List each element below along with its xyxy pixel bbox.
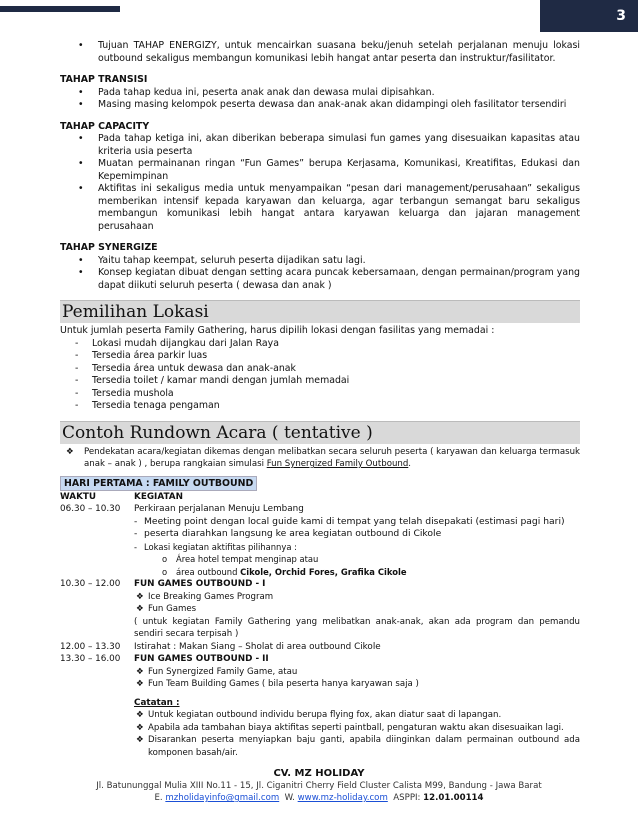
bullet-icon: •: [78, 158, 84, 169]
stage-title: TAHAP TRANSISI: [60, 74, 148, 85]
website-link[interactable]: www.mz-holiday.com: [297, 793, 388, 803]
list-item: ❖ Ice Breaking Games Program: [136, 591, 274, 602]
list-item: - Tersedia toilet / kamar mandi dengan jumlah memadai: [75, 375, 350, 386]
list-item: - Lokasi kegiatan aktifitas pilihannya :: [134, 541, 297, 552]
list-item: • Aktifitas ini sekaligus media untuk menyampaikan “pesan dari management/perusahaan” sekaligus memberikan intensif kepada karyawan dan keluarga, agar terbangun semangat baru sekaligus membangun komunikasi lebih hangat antara karyawan keluarga dan jajaran management perusahaan: [78, 183, 580, 232]
list-item: - Lokasi mudah dijangkau dari Jalan Raya: [75, 337, 279, 349]
stage-synergize: [60, 242, 580, 292]
dash-icon: -: [134, 515, 138, 527]
list-item: - Tersedia mushola: [75, 387, 174, 399]
notes-block: [60, 697, 580, 760]
diamond-bullet-icon: ❖: [136, 666, 144, 677]
bullet-icon: •: [78, 99, 84, 110]
list-item: • Konsep kegiatan dibuat dengan setting acara puncak kebersamaan, dengan permainan/program yang dapat diikuti seluruh peserta ( dewasa dan anak ): [78, 267, 580, 291]
diamond-bullet-icon: ❖: [136, 679, 144, 689]
email-link[interactable]: mzholidayinfo@gmail.com: [165, 793, 280, 803]
circle-bullet-icon: o: [162, 566, 168, 577]
contact-line: E. mzholidayinfo@gmail.com W. www.mz-holiday.com ASPPI: 12.01.00114: [154, 793, 484, 803]
col-header-activity: KEGIATAN: [134, 491, 183, 502]
notes-title: Catatan :: [134, 697, 180, 708]
dash-icon: -: [75, 387, 79, 399]
dash-icon: -: [75, 400, 79, 411]
activity-note: ( untuk kegiatan Family Gathering yang melibatkan anak-anak, akan ada program dan pemandu sendiri secara terpisah ): [134, 616, 580, 639]
list-item: • Yaitu tahap keempat, seluruh peserta dijadikan satu lagi.: [78, 254, 366, 266]
diamond-bullet-icon: ❖: [136, 591, 144, 602]
day-title-badge: HARI PERTAMA : FAMILY OUTBOUND: [60, 476, 257, 491]
list-item: ❖ Apabila ada tambahan biaya aktifitas seperti paintball, pengaturan waktu akan disesuaikan lagi.: [136, 722, 564, 733]
schedule-row: [60, 653, 580, 691]
dash-icon: -: [134, 528, 138, 539]
diamond-bullet-icon: ❖: [136, 735, 144, 745]
section-heading-location: Pemilihan Lokasi: [60, 300, 580, 323]
schedule-row: [60, 578, 580, 641]
time-cell: 10.30 – 12.00: [60, 579, 121, 589]
list-item: ❖ Disarankan peserta menyiapkan baju ganti, apabila diinginkan dalam permainan outbound ada komponen basah/air.: [136, 735, 580, 758]
list-item: - Tersedia área untuk dewasa dan anak-anak: [75, 362, 296, 374]
program-name-link-text: Fun Synergized Family Outbound: [266, 459, 409, 469]
list-item: - Meeting point dengan local guide kami di tempat yang telah disepakati (estimasi pagi hari): [134, 515, 565, 527]
list-item: ❖ Fun Synergized Family Game, atau: [136, 666, 298, 677]
activity-title: FUN GAMES OUTBOUND - II: [134, 654, 269, 664]
list-item: - Tersedia tenaga pengaman: [75, 400, 220, 411]
activity-title: FUN GAMES OUTBOUND - I: [134, 579, 266, 589]
diamond-bullet-icon: ❖: [136, 722, 144, 733]
location-intro: Untuk jumlah peserta Family Gathering, harus dipilih lokasi dengan fasilitas yang memadai :: [60, 325, 495, 336]
company-address: Jl. Batununggal Mulia XIII No.11 - 15, Jl. Ciganitri Cherry Field Cluster Calista M99, Bandung - Jawa Barat: [96, 781, 542, 791]
list-item: • Masing masing kelompok peserta dewasa dan anak-anak akan didampingi oleh fasilitator tersendiri: [78, 99, 567, 110]
list-item: - Tersedia área parkir luas: [75, 350, 208, 361]
activity-text: Perkiraan perjalanan Menuju Lembang: [134, 504, 304, 514]
list-item: • Pada tahap kedua ini, peserta anak anak dan dewasa mulai dipisahkan.: [78, 86, 435, 98]
stage-transisi: [60, 74, 580, 112]
list-item: ❖ Fun Games: [136, 604, 197, 614]
dash-icon: -: [75, 350, 79, 361]
stage-capacity: [60, 121, 580, 234]
diamond-bullet-icon: ❖: [136, 604, 144, 614]
section-heading-rundown: Contoh Rundown Acara ( tentative ): [60, 421, 580, 444]
dash-icon: -: [75, 337, 79, 349]
circle-bullet-icon: o: [162, 554, 168, 564]
company-name: CV. MZ HOLIDAY: [273, 768, 365, 779]
bullet-icon: •: [78, 183, 84, 194]
bullet-icon: •: [78, 40, 84, 51]
asppi-number: 12.01.00114: [423, 793, 484, 803]
bullet-icon: •: [78, 254, 84, 266]
list-item: • Pada tahap ketiga ini, akan diberikan beberapa simulasi fun games yang disesuaikan kapasitas atau kriteria usia peserta: [78, 133, 580, 157]
list-item: ❖ Fun Team Building Games ( bila peserta hanya karyawan saja ): [136, 679, 419, 689]
bullet-icon: •: [78, 86, 84, 98]
schedule-row: [60, 641, 580, 654]
list-item: - peserta diarahkan langsung ke area kegiatan outbound di Cikole: [134, 528, 442, 539]
activity-text: Istirahat : Makan Siang – Sholat di area outbound Cikole: [134, 641, 381, 652]
diamond-bullet-icon: ❖: [66, 446, 74, 457]
time-cell: 06.30 – 10.30: [60, 504, 121, 514]
time-cell: 13.30 – 16.00: [60, 654, 121, 664]
diamond-bullet-icon: ❖: [136, 710, 144, 720]
list-item: o área outbound Cikole, Orchid Fores, Grafika Cikole: [162, 566, 407, 577]
list-item: o Área hotel tempat menginap atau: [162, 554, 319, 564]
bullet-icon: •: [78, 267, 84, 278]
dash-icon: -: [75, 362, 79, 374]
time-cell: 12.00 – 13.30: [60, 641, 121, 652]
page-footer: [0, 768, 638, 804]
stage-title: TAHAP CAPACITY: [60, 120, 150, 132]
document-body: [60, 40, 580, 759]
dash-icon: -: [75, 375, 79, 386]
header-accent-bar: [0, 6, 120, 12]
rundown-intro: ❖ Pendekatan acara/kegiatan dikemas dengan melibatkan secara seluruh peserta ( karyawan dan keluarga termasuk anak – anak ) , berupa rangkaian simulasi Fun Synergized Family Outbound.: [66, 446, 580, 469]
list-item: ❖ Untuk kegiatan outbound individu berupa flying fox, akan diatur saat di lapangan.: [136, 710, 502, 720]
list-item: • Muatan permainanan ringan “Fun Games” berupa Kerjasama, Komunikasi, Kreatifitas, Edukasi dan Kepemimpinan: [78, 158, 580, 182]
dash-icon: -: [134, 541, 138, 552]
bullet-icon: •: [78, 133, 84, 144]
schedule-header: [60, 491, 580, 504]
list-item: • Tujuan TAHAP ENERGIZY, untuk mencairkan suasana beku/jenuh setelah perjalanan menuju lokasi outbound sekaligus membangun komunikasi lebih hangat antar peserta dan instruktur/fasilitator.: [78, 40, 580, 64]
schedule-row: [60, 503, 580, 578]
col-header-time: WAKTU: [60, 491, 97, 502]
stage-title: TAHAP SYNERGIZE: [60, 242, 158, 253]
page-number-badge: 3: [540, 0, 638, 32]
